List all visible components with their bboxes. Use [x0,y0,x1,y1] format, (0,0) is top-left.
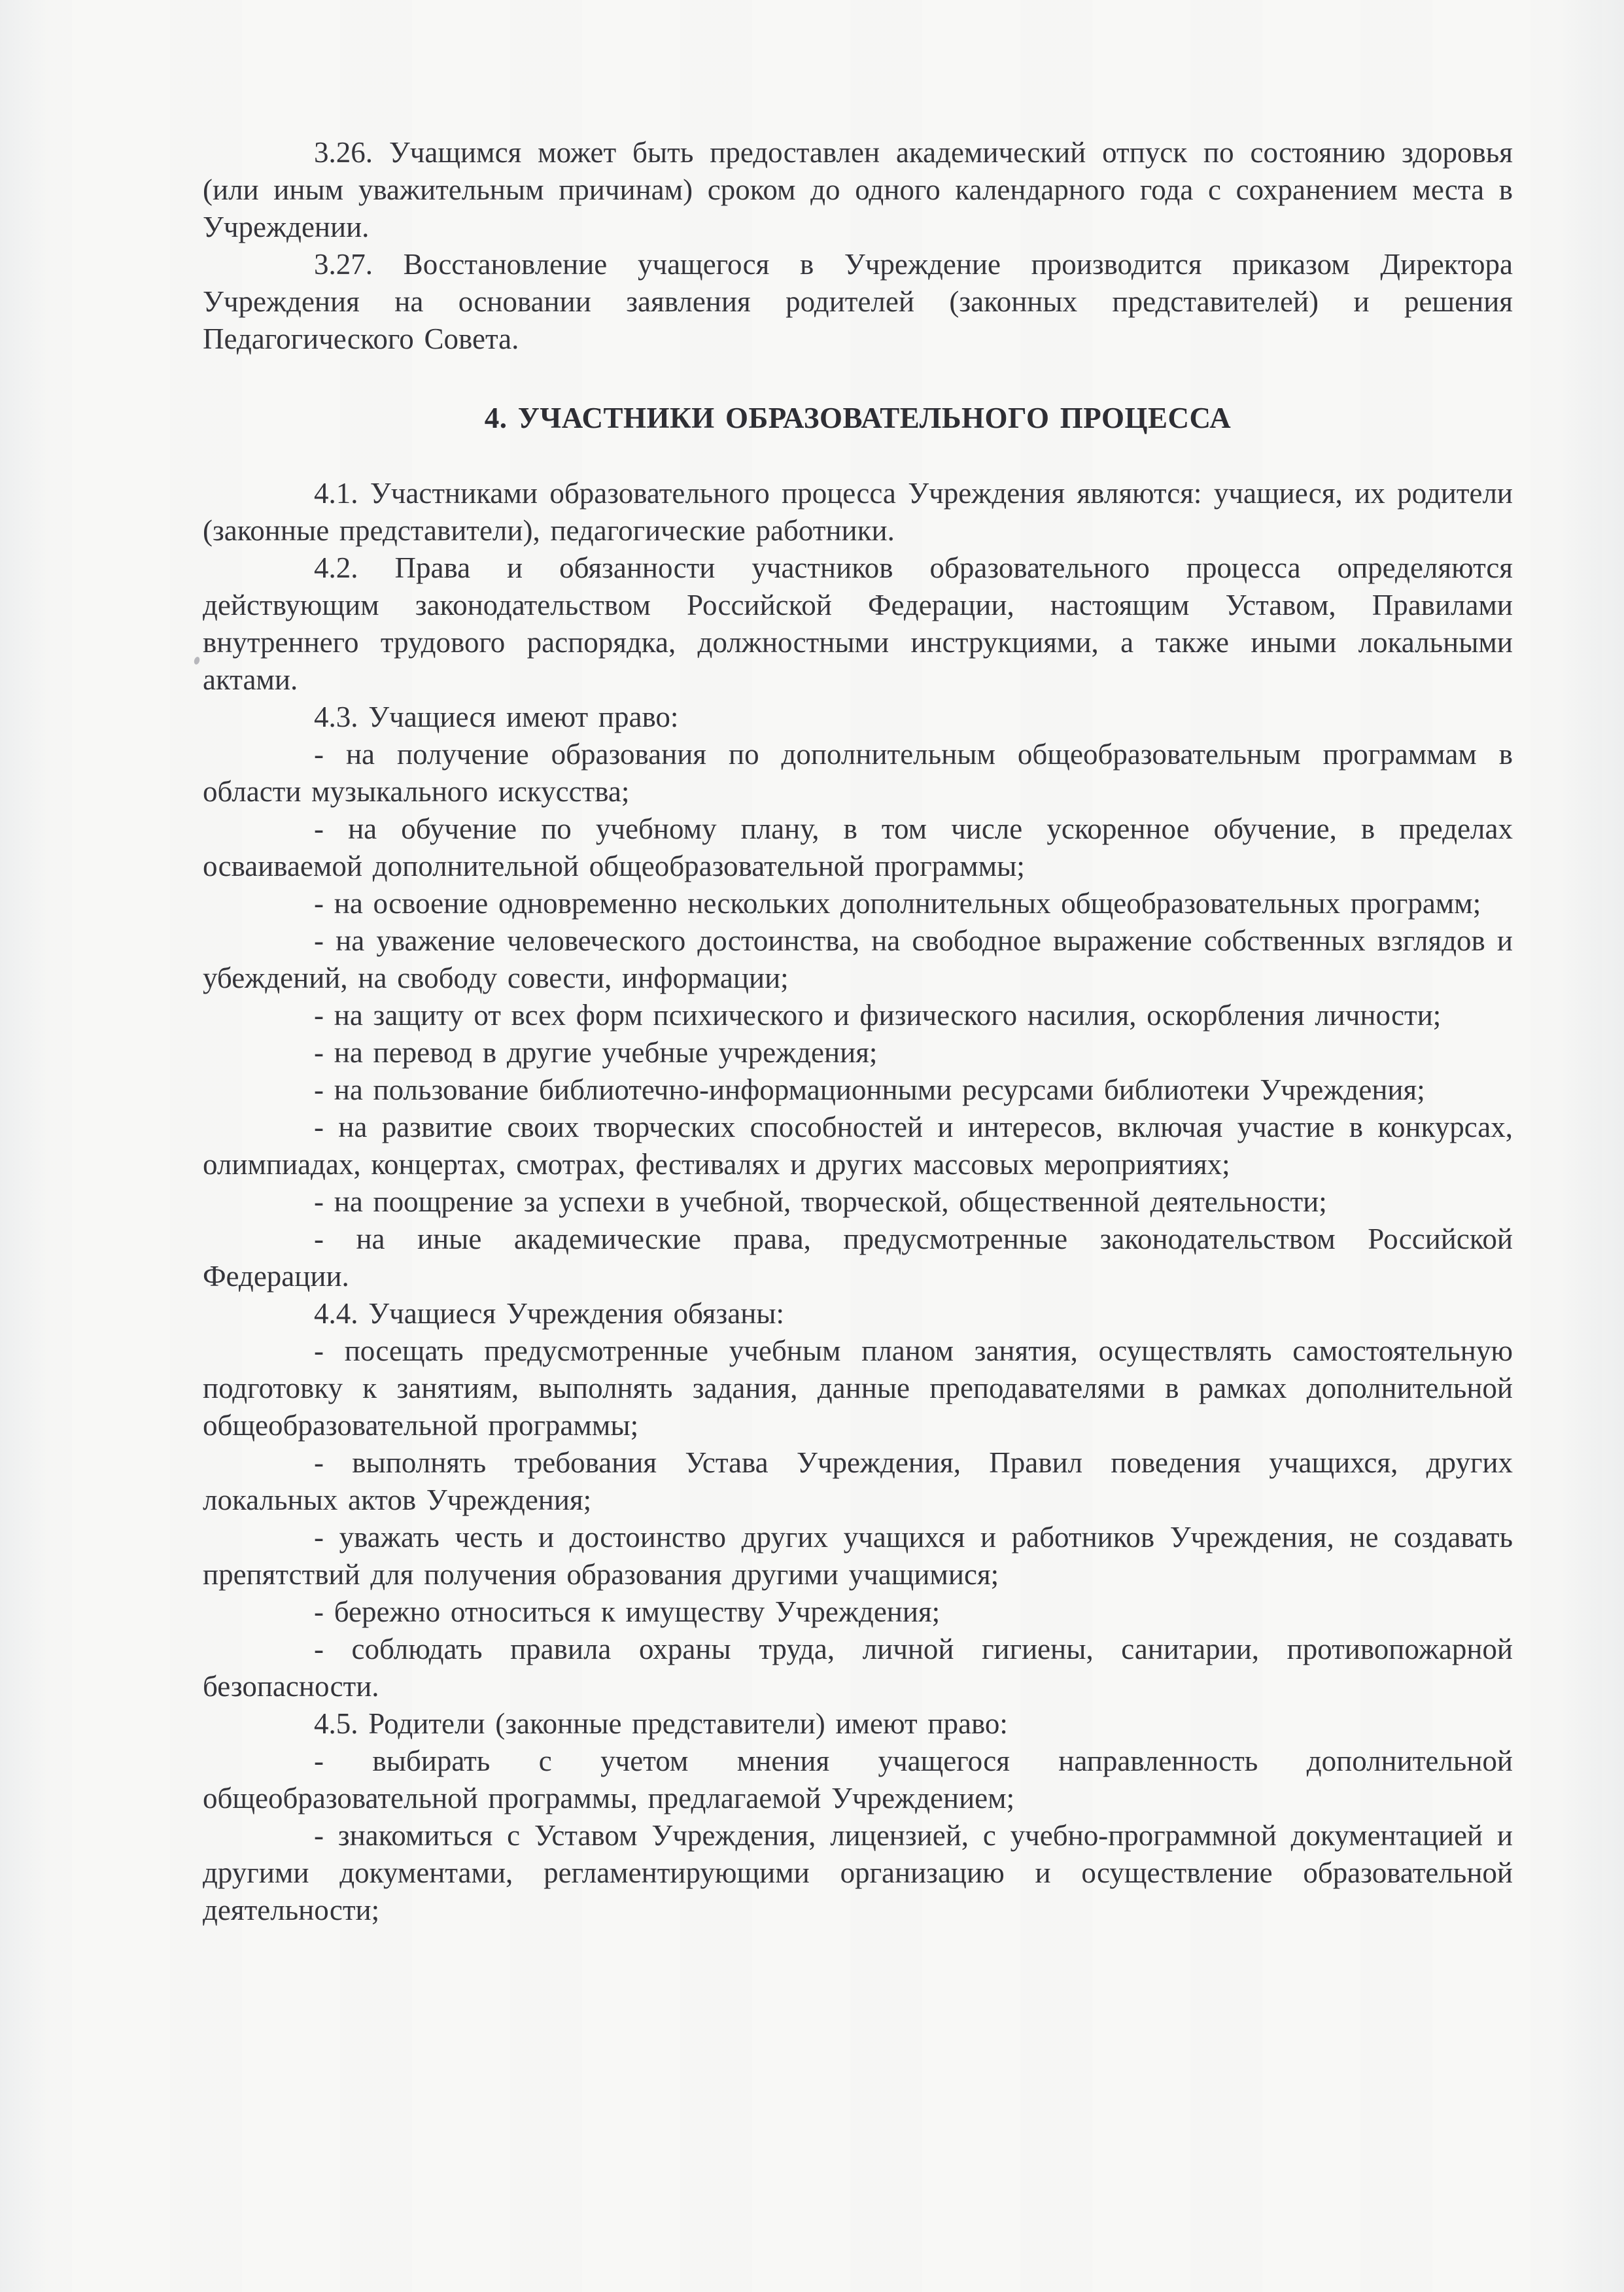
paragraph: - на развитие своих творческих способностей и интересов, включая участие в конкурсах, олимпиадах, концертах, смотрах, фестивалях и других массовых мероприятиях; [203,1111,1513,1181]
paragraph: - на уважение человеческого достоинства, на свободное выражение собственных взглядов и убеждений, на свободу совести, информации; [203,924,1513,994]
paragraph: - на обучение по учебному плану, в том числе ускоренное обучение, в пределах осваиваемой дополнительной общеобразовательной программы; [203,812,1513,882]
paragraph: - выбирать с учетом мнения учащегося направленность дополнительной общеобразовательной программы, предлагаемой Учреждением; [203,1745,1513,1814]
paragraph: - соблюдать правила охраны труда, личной гигиены, санитарии, противопожарной безопасности. [203,1633,1513,1703]
paragraph: - на защиту от всех форм психического и физического насилия, оскорбления личности; [314,999,1442,1032]
paragraph: - на перевод в другие учебные учреждения; [314,1036,878,1069]
paragraph: 4.5. Родители (законные представители) имеют право: [314,1707,1008,1740]
paragraph: - на освоение одновременно нескольких дополнительных общеобразовательных программ; [314,887,1481,920]
section-heading: 4. УЧАСТНИКИ ОБРАЗОВАТЕЛЬНОГО ПРОЦЕССА [484,402,1232,434]
paragraph: - выполнять требования Устава Учреждения, Правил поведения учащихся, других локальных актов Учреждения; [203,1446,1513,1516]
paragraph: - на пользование библиотечно-информационными ресурсами библиотеки Учреждения; [314,1073,1425,1106]
paragraph: 4.2. Права и обязанности участников образовательного процесса определяются действующим законодательством Российской Федерации, настоящим Уставом, Правилами внутреннего трудового распорядка, должностными инструкциями, а также иными локальными актами. [203,551,1513,696]
paragraph: - бережно относиться к имуществу Учреждения; [314,1595,941,1628]
paragraph: 4.4. Учащиеся Учреждения обязаны: [314,1297,785,1330]
paragraph: - на поощрение за успехи в учебной, творческой, общественной деятельности; [314,1185,1327,1218]
paragraph: 3.27. Восстановление учащегося в Учреждение производится приказом Директора Учреждения на основании заявления родителей (законных представителей) и решения Педагогического Совета. [203,248,1513,355]
paragraph: - посещать предусмотренные учебным планом занятия, осуществлять самостоятельную подготовку к занятиям, выполнять задания, данные преподавателями в рамках дополнительной общеобразовательной программы; [203,1334,1513,1442]
paragraph: 4.1. Участниками образовательного процесса Учреждения являются: учащиеся, их родители (законные представители), педагогические работники. [203,477,1513,547]
paragraph: 3.26. Учащимся может быть предоставлен академический отпуск по состоянию здоровья (или иным уважительным причинам) сроком до одного календарного года с сохранением места в Учреждении. [203,136,1513,243]
paragraph: - уважать честь и достоинство других учащихся и работников Учреждения, не создавать препятствий для получения образования другими учащимися; [203,1521,1513,1591]
paragraph: 4.3. Учащиеся имеют право: [314,701,679,733]
paragraph: - на получение образования по дополнительным общеобразовательным программам в области музыкального искусства; [203,738,1513,808]
paragraph: - на иные академические права, предусмотренные законодательством Российской Федерации. [203,1223,1513,1293]
paragraph: - знакомиться с Уставом Учреждения, лицензией, с учебно-программной документацией и другими документами, регламентирующими организацию и осуществление образовательной деятельности; [203,1819,1513,1926]
